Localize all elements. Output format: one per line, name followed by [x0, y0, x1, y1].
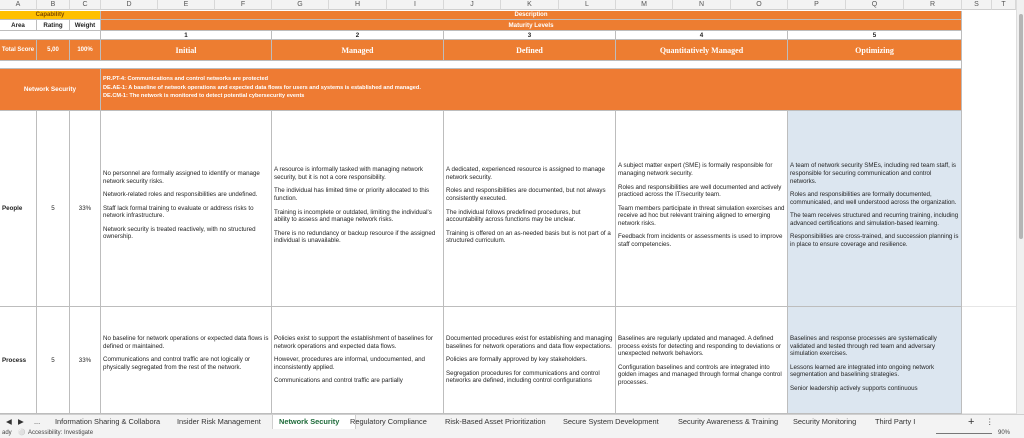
row-weight[interactable]: 33% [70, 111, 101, 307]
column-header-b[interactable]: B [37, 0, 70, 10]
zoom-slider[interactable] [936, 433, 992, 434]
rating-header[interactable]: Rating [37, 20, 70, 31]
level-name[interactable]: Managed [272, 40, 444, 61]
level-name[interactable]: Defined [444, 40, 616, 61]
level-name[interactable]: Quantitatively Managed [616, 40, 788, 61]
maturity-description-cell[interactable] [444, 307, 616, 414]
column-header-k[interactable]: K [501, 0, 559, 10]
column-header-f[interactable]: F [215, 0, 272, 10]
description-paragraph: Network-related roles and responsibilities are undefined. [103, 191, 258, 199]
level-name[interactable]: Optimizing [788, 40, 962, 61]
description-paragraph: Responsibilities are cross-trained, and succession planning is in place to ensure coverage and resilience. [790, 233, 959, 249]
description-paragraph: Senior leadership actively supports continuous [790, 384, 918, 392]
description-paragraph: The team receives structured and recurring training, including advanced certifications and simulation-based learning. [790, 212, 959, 227]
vertical-scrollbar[interactable] [1016, 0, 1024, 414]
sheet-tab[interactable]: Secure System Development [563, 417, 659, 426]
description-paragraph: No personnel are formally assigned to identify or manage network security risks. [103, 169, 260, 185]
status-bar [0, 429, 1024, 438]
maturity-description-cell[interactable] [101, 111, 272, 307]
column-header-c[interactable]: C [70, 0, 101, 10]
level-number[interactable]: 5 [788, 31, 962, 40]
sheet-tab[interactable]: Regulatory Compliance [350, 417, 427, 426]
level-number[interactable]: 4 [616, 31, 788, 40]
area-header[interactable]: Area [0, 20, 37, 31]
description-paragraph: Roles and responsibilities are formally documented, communicated, and well understood across the organization. [790, 191, 957, 206]
description-paragraph: Roles and responsibilities are well documented and actively practiced across the IT/security team. [618, 183, 782, 199]
row-rating[interactable]: 5 [37, 307, 70, 414]
sheet-tab[interactable]: Insider Risk Management [177, 417, 261, 426]
total-score-label[interactable]: Total Score [0, 40, 37, 61]
description-paragraph: Communications and control traffic are partially [274, 377, 403, 385]
maturity-description-cell[interactable] [616, 307, 788, 414]
total-score-value[interactable]: 5,00 [37, 40, 70, 61]
ref-line: DE.CM-1: The network is monitored to detect potential cybersecurity events [103, 93, 305, 99]
blank-capability-cell[interactable] [0, 31, 101, 40]
column-header-i[interactable]: I [387, 0, 444, 10]
add-sheet-button[interactable]: + [968, 416, 975, 428]
description-paragraph: Documented procedures exist for establishing and managing baselines for network operations and data flow expectations. [446, 335, 613, 350]
accessibility-icon: ⚪ [18, 430, 26, 436]
level-number[interactable]: 1 [101, 31, 272, 40]
description-paragraph: There is no redundancy or backup resource if the assigned individual is unavailable. [274, 229, 436, 245]
description-paragraph: Policies exist to support the establishment of baselines for network operations and expected data flows. [274, 335, 433, 350]
description-paragraph: The individual has limited time or priority allocated to this function. [274, 187, 430, 202]
description-paragraph: A team of network security SMEs, including red team staff, is responsible for securing communication and control networks. [790, 162, 956, 185]
empty-cell[interactable] [962, 111, 1016, 307]
description-paragraph: However, procedures are informal, undocumented, and inconsistently applied. [274, 356, 425, 371]
column-header-m[interactable]: M [616, 0, 673, 10]
level-number[interactable]: 3 [444, 31, 616, 40]
column-header-q[interactable]: Q [846, 0, 904, 10]
maturity-description-cell[interactable] [272, 307, 444, 414]
description-paragraph: Policies are formally approved by key stakeholders. [446, 356, 588, 364]
empty-cell[interactable] [962, 307, 1016, 414]
accessibility-status[interactable]: Accessibility: Investigate [28, 430, 94, 436]
column-header-g[interactable]: G [272, 0, 329, 10]
column-header-n[interactable]: N [673, 0, 731, 10]
column-header-j[interactable]: J [444, 0, 501, 10]
ref-line: PR.PT-4: Communications and control networks are protected [103, 76, 269, 82]
row-area[interactable]: Process [0, 307, 37, 414]
maturity-description-cell[interactable] [272, 111, 444, 307]
description-paragraph: Lessons learned are integrated into ongoing network segmentation and baselining strategies. [790, 363, 935, 379]
column-header-p[interactable]: P [788, 0, 846, 10]
more-options-icon[interactable]: ⋮ [986, 417, 994, 426]
ready-status: ady [2, 430, 12, 436]
next-sheet-icon[interactable]: ▶ [18, 417, 24, 426]
description-paragraph: Feedback from incidents or assessments is used to improve staff competencies. [618, 233, 783, 249]
capability-header[interactable]: Capability [0, 11, 101, 20]
level-name[interactable]: Initial [101, 40, 272, 61]
row-area[interactable]: People [0, 111, 37, 307]
description-paragraph: The individual follows predefined procedures, but accountability across functions may be unclear. [446, 208, 581, 224]
column-header-d[interactable]: D [101, 0, 158, 10]
maturity-description-cell[interactable] [101, 307, 272, 414]
description-paragraph: Communications and control traffic are not logically or physically segregated from the rest of the network. [103, 356, 251, 371]
maturity-description-cell[interactable] [788, 307, 962, 414]
section-name[interactable]: Network Security [0, 69, 101, 111]
column-header-r[interactable]: R [904, 0, 962, 10]
description-paragraph: A dedicated, experienced resource is assigned to manage network security. [446, 166, 605, 181]
more-sheets-button[interactable]: ... [34, 417, 41, 426]
column-header-h[interactable]: H [329, 0, 387, 10]
column-header-t[interactable]: T [992, 0, 1016, 10]
description-paragraph: Segregation procedures for communications and control networks are defined, including control configurations [446, 369, 600, 385]
total-weight-value[interactable]: 100% [70, 40, 101, 61]
description-paragraph: No baseline for network operations or expected data flows is defined or maintained. [103, 335, 269, 350]
column-header-e[interactable]: E [158, 0, 215, 10]
sheet-tab[interactable]: Information Sharing & Collabora [55, 417, 161, 426]
row-rating[interactable]: 5 [37, 111, 70, 307]
description-paragraph: Roles and responsibilities are documented, but not always consistently executed. [446, 187, 606, 202]
description-paragraph: Training is incomplete or outdated, limiting the individual's ability to assess and manage network risks. [274, 208, 432, 224]
level-number[interactable]: 2 [272, 31, 444, 40]
maturity-description-cell[interactable] [788, 111, 962, 307]
sheet-tab[interactable]: Network Security [272, 415, 356, 431]
sheet-tab[interactable]: Security Monitoring [793, 417, 857, 426]
sheet-tab[interactable]: Risk-Based Asset Prioritization [445, 417, 546, 426]
description-paragraph: Staff lack formal training to evaluate or address risks to network infrastructure. [103, 204, 254, 220]
column-header-l[interactable]: L [559, 0, 616, 10]
column-header-a[interactable]: A [0, 0, 37, 10]
description-paragraph: Baselines and response processes are systematically validated and tested through red team and adversary simulation exercises. [790, 335, 937, 358]
ref-line: DE.AE-1: A baseline of network operations and expected data flows for users and systems is established and managed. [103, 84, 421, 91]
zoom-level[interactable]: 90% [998, 430, 1011, 436]
section-refs[interactable] [101, 69, 962, 111]
maturity-levels-header[interactable]: Maturity Levels [101, 20, 962, 31]
description-paragraph: A subject matter expert (SME) is formally responsible for managing network security. [618, 162, 773, 177]
maturity-description-cell[interactable] [616, 111, 788, 307]
description-paragraph: Network security is treated reactively, with no structured ownership. [103, 225, 256, 241]
column-header-o[interactable]: O [731, 0, 788, 10]
description-paragraph: A resource is informally tasked with managing network security, but it is not a core responsibility. [274, 166, 423, 181]
description-paragraph: Team members participate in threat simulation exercises and receive ad hoc but relevant training aligned to emerging network risks. [618, 204, 785, 227]
description-header[interactable]: Description [101, 11, 962, 20]
column-header-s[interactable]: S [962, 0, 992, 10]
spacer-row[interactable] [0, 61, 962, 69]
row-weight[interactable]: 33% [70, 307, 101, 414]
maturity-description-cell[interactable] [444, 111, 616, 307]
sheet-tab[interactable]: Security Awareness & Training [678, 417, 779, 426]
description-paragraph: Baselines are regularly updated and managed. A defined process exists for detecting and responding to deviations or unexpected network behaviors. [618, 335, 782, 358]
description-paragraph: Training is offered on an as-needed basis but is not part of a structured curriculum. [446, 229, 611, 245]
prev-sheet-icon[interactable]: ◀ [6, 417, 12, 426]
sheet-tab-bar [0, 414, 1024, 429]
description-paragraph: Configuration baselines and controls are integrated into golden images and managed through formal change control processes. [618, 363, 782, 386]
scrollbar-thumb[interactable] [1019, 14, 1023, 239]
weight-header[interactable]: Weight [70, 20, 101, 31]
sheet-tab[interactable]: Third Party I [875, 417, 916, 426]
